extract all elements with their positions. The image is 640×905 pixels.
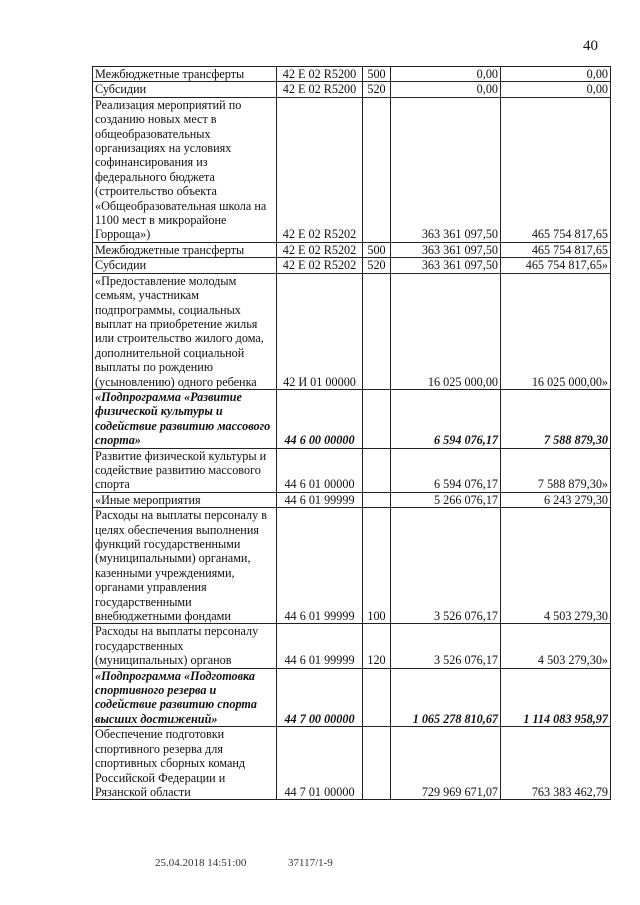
- table-row: [93, 668, 611, 727]
- row-code-cell: 42 Е 02 R5200: [277, 82, 363, 97]
- row-amount-2018-cell: 4 503 279,30»: [501, 624, 611, 668]
- row-vr-cell: [363, 727, 391, 800]
- row-name-cell: Обеспечение подготовки спортивного резерва для спортивных сборных команд Российской Федерации и Рязанской области: [93, 727, 277, 800]
- table-row: [93, 97, 611, 242]
- row-amount-2017-cell: 6 594 076,17: [391, 389, 501, 448]
- row-name-cell: «Подпрограмма «Подготовка спортивного резерва и содействие развитию спорта высших достижений»: [93, 668, 277, 727]
- row-code-cell: 44 6 01 99999: [277, 508, 363, 624]
- budget-table: [92, 66, 611, 800]
- row-vr-cell: 100: [363, 508, 391, 624]
- row-vr-cell: 500: [363, 242, 391, 257]
- row-amount-2018-cell: 0,00: [501, 82, 611, 97]
- row-vr-cell: 120: [363, 624, 391, 668]
- table-row: [93, 389, 611, 448]
- table-row: [93, 82, 611, 97]
- row-amount-2018-cell: 4 503 279,30: [501, 508, 611, 624]
- table-row: [93, 727, 611, 800]
- row-vr-cell: [363, 668, 391, 727]
- row-amount-2017-cell: 729 969 671,07: [391, 727, 501, 800]
- row-amount-2017-cell: 16 025 000,00: [391, 273, 501, 389]
- row-vr-cell: 500: [363, 67, 391, 82]
- row-name-cell: «Иные мероприятия: [93, 492, 277, 507]
- row-amount-2017-cell: 3 526 076,17: [391, 624, 501, 668]
- row-code-cell: 44 6 00 00000: [277, 389, 363, 448]
- row-code-cell: 44 6 01 99999: [277, 624, 363, 668]
- row-vr-cell: [363, 448, 391, 492]
- row-code-cell: 42 И 01 00000: [277, 273, 363, 389]
- row-amount-2017-cell: 363 361 097,50: [391, 97, 501, 242]
- table-row: [93, 258, 611, 273]
- row-amount-2017-cell: 6 594 076,17: [391, 448, 501, 492]
- row-amount-2018-cell: 465 754 817,65: [501, 242, 611, 257]
- row-name-cell: Межбюджетные трансферты: [93, 242, 277, 257]
- row-amount-2017-cell: 363 361 097,50: [391, 258, 501, 273]
- row-code-cell: 42 Е 02 R5202: [277, 242, 363, 257]
- row-code-cell: 42 Е 02 R5202: [277, 258, 363, 273]
- row-amount-2018-cell: 465 754 817,65»: [501, 258, 611, 273]
- row-amount-2018-cell: 0,00: [501, 67, 611, 82]
- row-amount-2017-cell: 3 526 076,17: [391, 508, 501, 624]
- footer-doc-code: 37117/1-9: [288, 857, 333, 869]
- row-amount-2018-cell: 763 383 462,79: [501, 727, 611, 800]
- row-amount-2018-cell: 7 588 879,30»: [501, 448, 611, 492]
- row-code-cell: 44 7 00 00000: [277, 668, 363, 727]
- row-amount-2018-cell: 16 025 000,00»: [501, 273, 611, 389]
- page-number: 40: [583, 38, 598, 54]
- row-vr-cell: [363, 492, 391, 507]
- row-name-cell: «Подпрограмма «Развитие физической культуры и содействие развитию массового спорта»: [93, 389, 277, 448]
- row-amount-2017-cell: 363 361 097,50: [391, 242, 501, 257]
- row-amount-2017-cell: 1 065 278 810,67: [391, 668, 501, 727]
- row-vr-cell: [363, 273, 391, 389]
- row-code-cell: 44 6 01 99999: [277, 492, 363, 507]
- table-row: [93, 242, 611, 257]
- table-row: [93, 508, 611, 624]
- table-row: [93, 67, 611, 82]
- row-code-cell: 44 7 01 00000: [277, 727, 363, 800]
- row-name-cell: Развитие физической культуры и содействие развитию массового спорта: [93, 448, 277, 492]
- row-name-cell: Реализация мероприятий по созданию новых мест в общеобразовательных организациях на условиях софинансирования из федерального бюджета (строительство объекта «Общеобразовательная школа на 1100 мест в микрорайоне Горроща»): [93, 97, 277, 242]
- row-code-cell: 42 Е 02 R5200: [277, 67, 363, 82]
- row-amount-2018-cell: 7 588 879,30: [501, 389, 611, 448]
- table-row: [93, 448, 611, 492]
- row-vr-cell: 520: [363, 258, 391, 273]
- row-name-cell: Расходы на выплаты персоналу в целях обеспечения выполнения функций государственными (муниципальными) органами, казенными учреждениями, органами управления государственными внебюджетными фондами: [93, 508, 277, 624]
- footer-datetime: 25.04.2018 14:51:00: [155, 857, 247, 869]
- row-amount-2018-cell: 6 243 279,30: [501, 492, 611, 507]
- row-vr-cell: [363, 389, 391, 448]
- row-name-cell: Межбюджетные трансферты: [93, 67, 277, 82]
- row-name-cell: Субсидии: [93, 82, 277, 97]
- row-amount-2018-cell: 465 754 817,65: [501, 97, 611, 242]
- row-name-cell: Расходы на выплаты персоналу государственных (муниципальных) органов: [93, 624, 277, 668]
- row-amount-2018-cell: 1 114 083 958,97: [501, 668, 611, 727]
- table-row: [93, 273, 611, 389]
- row-name-cell: «Предоставление молодым семьям, участникам подпрограммы, социальных выплат на приобретение жилья или строительство жилого дома, дополнительной социальной выплаты по рождению (усыновлению) одного ребенка: [93, 273, 277, 389]
- row-amount-2017-cell: 0,00: [391, 82, 501, 97]
- row-code-cell: 42 Е 02 R5202: [277, 97, 363, 242]
- row-amount-2017-cell: 5 266 076,17: [391, 492, 501, 507]
- row-name-cell: Субсидии: [93, 258, 277, 273]
- row-vr-cell: 520: [363, 82, 391, 97]
- row-code-cell: 44 6 01 00000: [277, 448, 363, 492]
- table-row: [93, 492, 611, 507]
- table-row: [93, 624, 611, 668]
- budget-table-body: [93, 67, 611, 800]
- row-amount-2017-cell: 0,00: [391, 67, 501, 82]
- row-vr-cell: [363, 97, 391, 242]
